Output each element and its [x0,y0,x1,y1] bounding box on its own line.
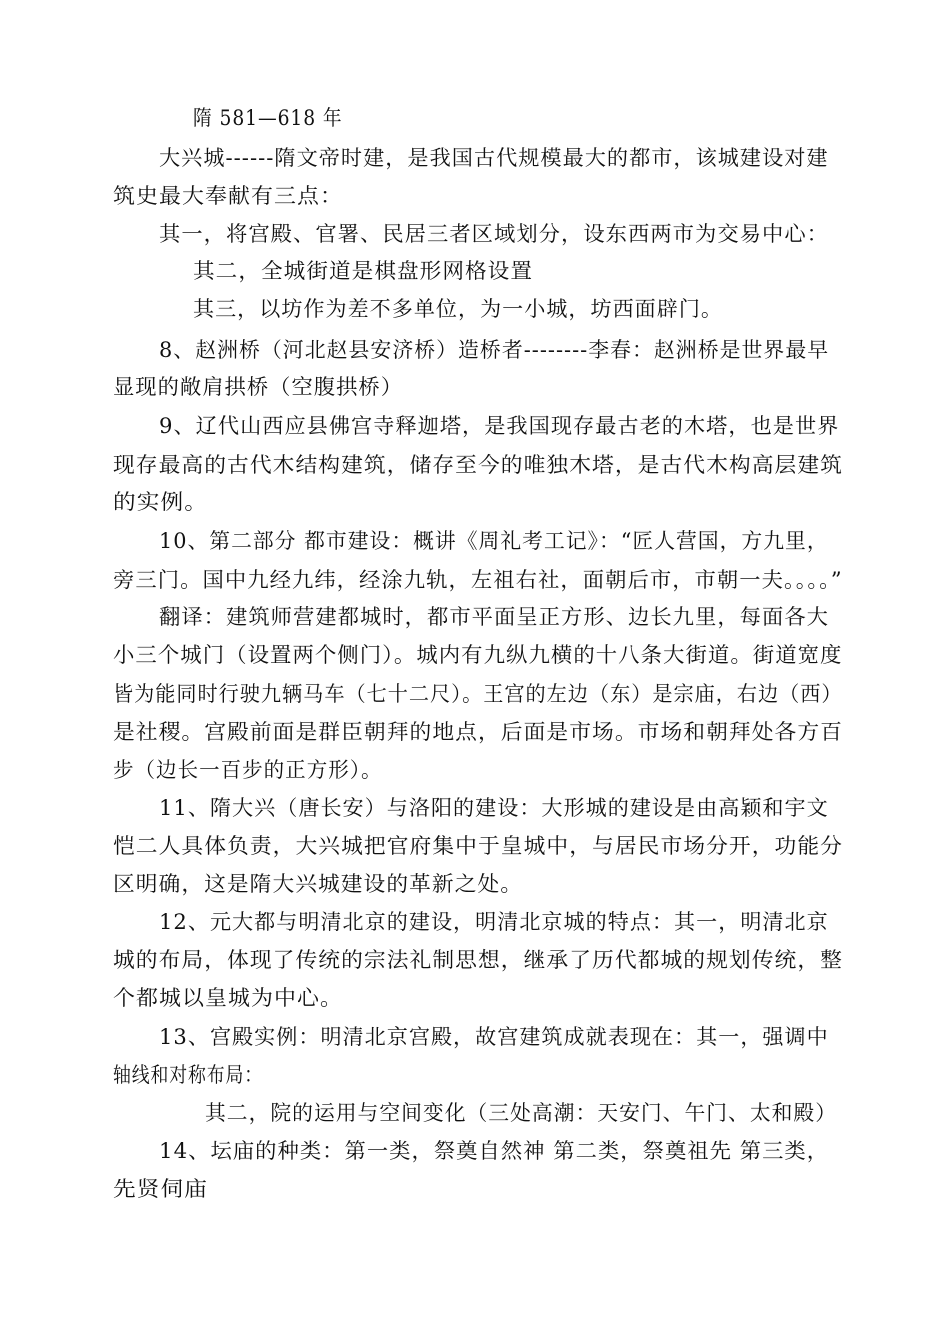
text-line: 隋 581—618 年 [193,106,343,130]
text-line: 的实例。 [113,490,208,514]
text-line: 筑史最大奉献有三点： [113,184,343,208]
text-line: 显现的敞肩拱桥（空腹拱桥） [113,375,403,399]
text-line: 现存最高的古代木结构建筑，储存至今的唯独木塔，是古代木构高层建筑 [113,453,844,477]
text-line: 其二，院的运用与空间变化（三处高潮：天安门、午门、太和殿） [205,1101,837,1125]
text-line: 翻译：建筑师营建都城时，都市平面呈正方形、边长九里，每面各大 [159,605,829,629]
text-line: 轴线和对称布局： [113,1063,263,1087]
text-line: 9、辽代山西应县佛宫寺释迦塔，是我国现存最古老的木塔，也是世界 [159,414,840,438]
text-line: 其三，以坊作为差不多单位，为一小城，坊西面辟门。 [193,297,723,321]
text-line: 大兴城------隋文帝时建，是我国古代规模最大的都市，该城建设对建 [159,146,829,170]
text-line: 10、第二部分 都市建设：概讲《周礼考工记》：“匠人营国，方九里， [159,529,829,553]
text-line: 12、元大都与明清北京的建设，明清北京城的特点：其一，明清北京 [159,910,829,934]
text-line: 是社稷。宫殿前面是群臣朝拜的地点，后面是市场。市场和朝拜处各方百 [113,720,844,744]
text-line: 城的布局，体现了传统的宗法礼制思想，继承了历代都城的规划传统，整 [113,948,844,972]
text-line: 个都城以皇城为中心。 [113,986,343,1010]
text-line: 其一，将宫殿、官署、民居三者区域划分，设东西两市为交易中心： [159,222,829,246]
text-line: 8、赵洲桥（河北赵县安济桥）造桥者--------李春：赵洲桥是世界最早 [159,338,830,362]
text-line: 11、隋大兴（唐长安）与洛阳的建设：大形城的建设是由高颖和宇文 [159,796,829,820]
text-line: 13、宫殿实例：明清北京宫殿，故宫建筑成就表现在：其一，强调中 [159,1025,829,1049]
text-line: 旁三门。国中九经九纬，经涂九轨，左祖右社，面朝后市，市朝一夫。。。。” [113,568,843,592]
text-line: 步（边长一百步的正方形）。 [113,758,383,782]
text-line: 小三个城门（设置两个侧门）。城内有九纵九横的十八条大街道。街道宽度 [113,643,843,667]
text-line: 其二，全城街道是棋盘形网格设置 [193,259,533,283]
text-line: 恺二人具体负责，大兴城把官府集中于皇城中，与居民市场分开，功能分 [113,834,844,858]
text-line: 皆为能同时行驶九辆马车（七十二尺）。王宫的左边（东）是宗庙，右边（西） [113,682,843,706]
text-line: 先贤伺庙 [113,1177,208,1201]
text-line: 14、坛庙的种类：第一类，祭奠自然神 第二类，祭奠祖先 第三类， [159,1139,830,1163]
text-line: 区明确，这是隋大兴城建设的革新之处。 [113,872,523,896]
